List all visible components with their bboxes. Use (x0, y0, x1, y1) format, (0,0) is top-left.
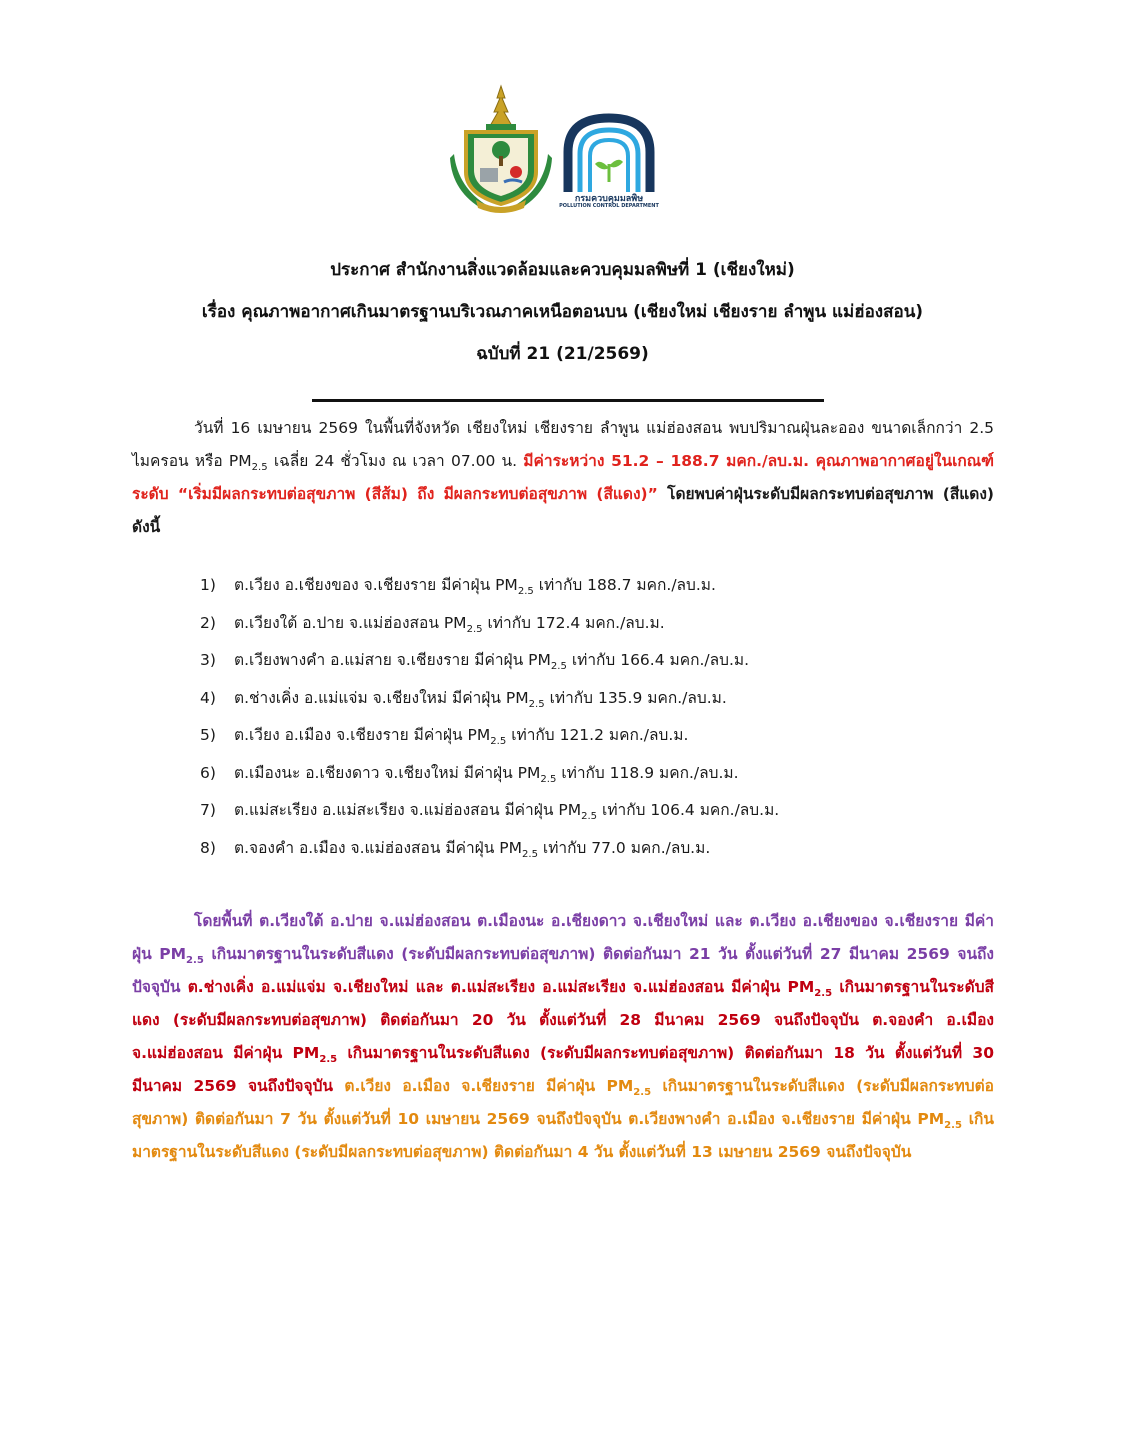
announcement-issue-number: ฉบับที่ 21 (21/2569) (476, 344, 649, 364)
logo-group (450, 84, 690, 214)
list-item-pm-subscript: 2.5 (521, 848, 538, 860)
list-item-value: เท่ากับ 77.0 มคก./ลบ.ม. (537, 838, 711, 857)
summary-20-days-part1: ต.ช่างเคิ่ง อ.แม่แจ่ม จ.เชียงใหม่ และ ต.แม่สะเรียง อ.แม่สะเรียง จ.แม่ฮ่องสอน มีค่าฝุ่น PM (187, 978, 815, 996)
announcement-subject: เรื่อง คุณภาพอากาศเกินมาตรฐานบริเวณภาคเหนือตอนบน (เชียงใหม่ เชียงราย ลำพูน แม่ฮ่องสอน) (201, 302, 924, 322)
list-item-pm-subscript: 2.5 (466, 623, 483, 635)
station-list (200, 570, 779, 870)
list-item-pm-subscript: 2.5 (517, 586, 534, 598)
list-item-value: เท่ากับ 118.9 มคก./ลบ.ม. (556, 763, 739, 782)
list-item-text: ต.เวียงใต้ อ.ปาย จ.แม่ฮ่องสอน PM (234, 613, 467, 632)
pcd-logo-english-text: POLLUTION CONTROL DEPARTMENT (559, 203, 659, 209)
list-item (200, 720, 779, 758)
list-item (200, 758, 779, 796)
list-item-text: ต.ช่างเคิ่ง อ.แม่แจ่ม จ.เชียงใหม่ มีค่าฝุ่น PM (234, 688, 529, 707)
list-item-value: เท่ากับ 135.9 มคก./ลบ.ม. (544, 688, 727, 707)
announcement-title: ประกาศ สำนักงานสิ่งแวดล้อมและควบคุมมลพิษที่ 1 (เชียงใหม่) (330, 260, 795, 280)
list-item-value: เท่ากับ 121.2 มคก./ลบ.ม. (506, 726, 689, 744)
summary-21-days-pm-subscript: 2.5 (186, 955, 204, 967)
summary-7-days-part1: ต.เวียง อ.เมือง จ.เชียงราย มีค่าฝุ่น PM (344, 1077, 634, 1095)
list-item-value: เท่ากับ 166.4 มคก./ลบ.ม. (566, 651, 750, 669)
list-item-number: 5) (200, 726, 216, 744)
summary-paragraph (132, 905, 994, 1169)
title-divider (312, 399, 824, 402)
list-item-pm-subscript: 2.5 (540, 773, 557, 785)
list-item-pm-subscript: 2.5 (581, 811, 598, 823)
summary-7-4-days-part2: เกินมาตรฐานในระดับสีแดง (ระดับมีผลกระทบต่อสุขภาพ) ติดต่อกันมา 7 วัน ตั้งแต่วันที่ 10 เมษายน 2569 จนถึงปัจจุบัน ต.เวียงพางคำ อ.เมือง จ.เชียงราย มีค่าฝุ่น PM (132, 1077, 994, 1128)
list-item-value: เท่ากับ 188.7 มคก./ลบ.ม. (533, 576, 716, 594)
summary-4-days-pm-subscript: 2.5 (944, 1120, 962, 1132)
list-item-pm-subscript: 2.5 (490, 736, 507, 748)
list-item-number: 4) (200, 688, 216, 707)
list-item-value: เท่ากับ 106.4 มคก./ลบ.ม. (597, 801, 780, 819)
ministry-seal-logo (450, 84, 552, 214)
list-item-number: 3) (200, 651, 216, 669)
summary-21-days-part2: เกินมาตรฐานในระดับสีแดง (ระดับมีผลกระทบต่อสุขภาพ) ติดต่อกันมา 21 วัน ตั้งแต่วันที่ 27 มีนาคม 2569 จนถึงปัจจุบัน (132, 945, 994, 996)
summary-18-days-pm-subscript: 2.5 (319, 1054, 338, 1066)
list-item (200, 795, 779, 833)
list-item-number: 8) (200, 838, 216, 857)
summary-20-18-days-part2: เกินมาตรฐานในระดับสีแดง (ระดับมีผลกระทบต่อสุขภาพ) ติดต่อกันมา 20 วัน ตั้งแต่วันที่ 28 มีนาคม 2569 จนถึงปัจจุบัน ต.จองคำ อ.เมือง จ.แม่ฮ่องสอน มีค่าฝุ่น PM (132, 978, 994, 1062)
intro-paragraph (132, 412, 994, 544)
list-item-text: ต.เวียง อ.เชียงของ จ.เชียงราย มีค่าฝุ่น PM (234, 576, 518, 594)
list-item-number: 1) (200, 576, 216, 594)
list-item (200, 833, 779, 871)
list-item (200, 683, 779, 721)
intro-ending: โดยพบค่าฝุ่นระดับมีผลกระทบต่อสุขภาพ (สีแดง) ดังนี้ (132, 485, 994, 536)
list-item-text: ต.เวียงพางคำ อ.แม่สาย จ.เชียงราย มีค่าฝุ่น PM (234, 651, 551, 669)
summary-18-days-part3: เกินมาตรฐานในระดับสีแดง (ระดับมีผลกระทบต่อสุขภาพ) ติดต่อกันมา 18 วัน ตั้งแต่วันที่ 30 มีนาคม 2569 จนถึงปัจจุบัน (132, 1044, 994, 1095)
pcd-logo-thai-text: กรมควบคุมมลพิษ (574, 194, 644, 204)
list-item-number: 6) (200, 763, 216, 782)
summary-20-days-pm-subscript: 2.5 (814, 988, 833, 1000)
intro-text-part2: เฉลี่ย 24 ชั่วโมง ณ เวลา 07.00 น. (267, 452, 524, 470)
intro-pm-subscript: 2.5 (251, 462, 268, 474)
list-item (200, 608, 779, 646)
list-item (200, 645, 779, 683)
intro-text-part1: วันที่ 16 เมษายน 2569 ในพื้นที่จังหวัด เชียงใหม่ เชียงราย ลำพูน แม่ฮ่องสอน พบปริมาณฝุ่นละออง ขนาดเล็กกว่า 2.5 ไมครอน หรือ PM (132, 419, 994, 470)
list-item-value: เท่ากับ 172.4 มคก./ลบ.ม. (482, 613, 665, 632)
summary-21-days-part1: โดยพื้นที่ ต.เวียงใต้ อ.ปาย จ.แม่ฮ่องสอน ต.เมืองนะ อ.เชียงดาว จ.เชียงใหม่ และ ต.เวียง อ.เชียงของ จ.เชียงราย มีค่าฝุ่น PM (132, 912, 994, 963)
list-item-pm-subscript: 2.5 (550, 661, 567, 673)
list-item-text: ต.จองคำ อ.เมือง จ.แม่ฮ่องสอน มีค่าฝุ่น PM (234, 838, 522, 857)
summary-4-days-part3: เกินมาตรฐานในระดับสีแดง (ระดับมีผลกระทบต่อสุขภาพ) ติดต่อกันมา 4 วัน ตั้งแต่วันที่ 13 เมษายน 2569 จนถึงปัจจุบัน (132, 1110, 994, 1161)
list-item-text: ต.เวียง อ.เมือง จ.เชียงราย มีค่าฝุ่น PM (234, 726, 491, 744)
list-item-number: 7) (200, 801, 216, 819)
list-item (200, 570, 779, 608)
summary-7-days-pm-subscript: 2.5 (633, 1087, 652, 1099)
list-item-text: ต.เมืองนะ อ.เชียงดาว จ.เชียงใหม่ มีค่าฝุ่น PM (234, 763, 541, 782)
list-item-pm-subscript: 2.5 (528, 698, 545, 710)
intro-highlight-range: มีค่าระหว่าง 51.2 – 188.7 มคก./ลบ.ม. คุณภาพอากาศอยู่ในเกณฑ์ระดับ “เริ่มมีผลกระทบต่อสุขภาพ (สีส้ม) ถึง มีผลกระทบต่อสุขภาพ (สีแดง)” (132, 452, 994, 503)
list-item-text: ต.แม่สะเรียง อ.แม่สะเรียง จ.แม่ฮ่องสอน มีค่าฝุ่น PM (234, 801, 582, 819)
list-item-number: 2) (200, 613, 216, 632)
